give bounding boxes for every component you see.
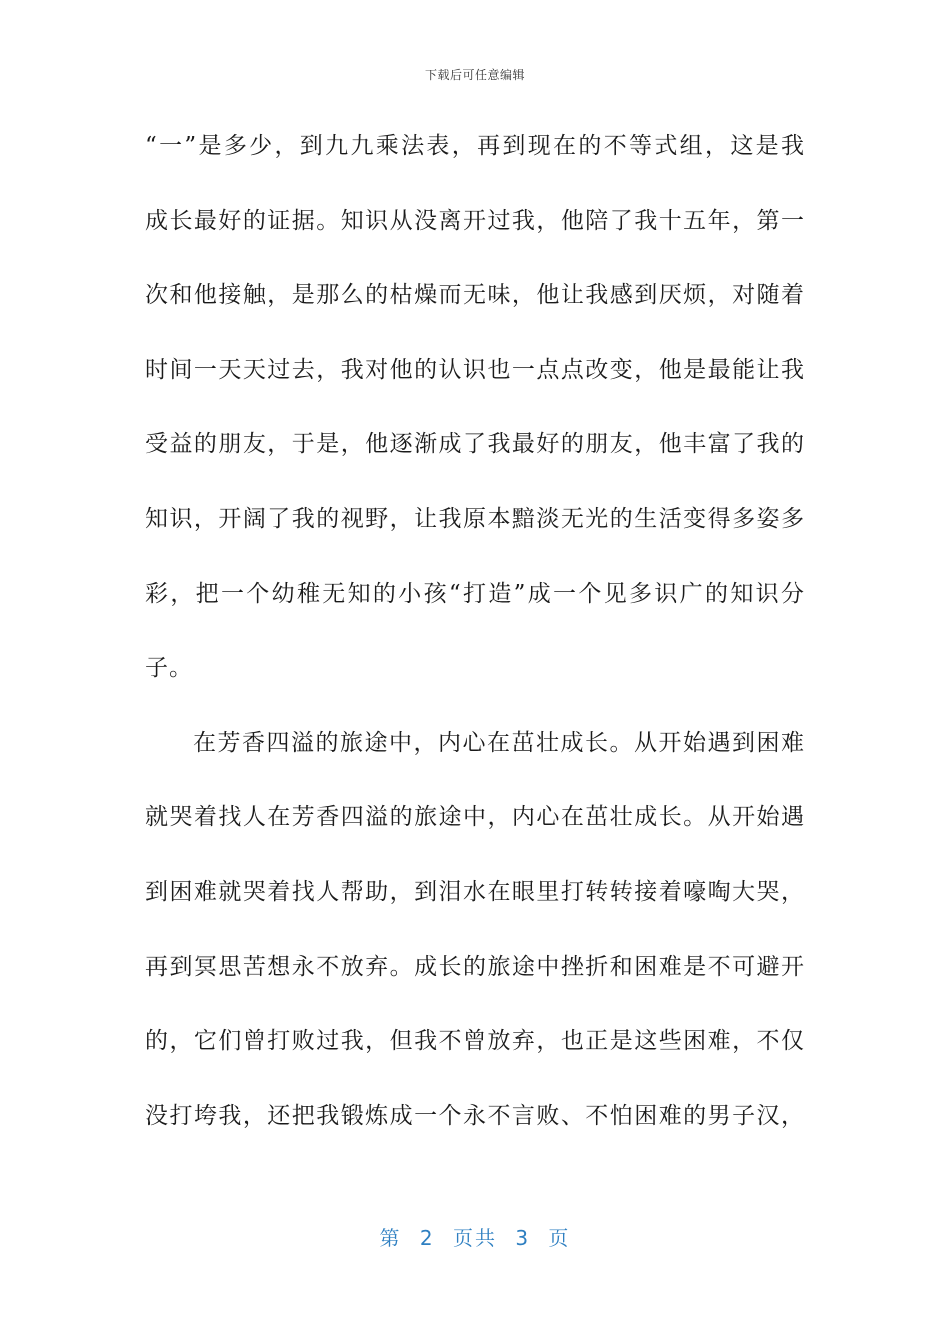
text-line: 到困难就哭着找人帮助，到泪水在眼里打转转接着嚎啕大哭， [145,878,805,905]
text-line: 次和他接触，是那么的枯燥而无味，他让我感到厌烦，对随着 [145,282,805,309]
text-line: 的，它们曾打败过我，但我不曾放弃，也正是这些困难，不仅 [145,1028,805,1055]
text-line: 时间一天天过去，我对他的认识也一点点改变，他是最能让我 [145,356,805,383]
text-line: “一”是多少，到九九乘法表，再到现在的不等式组，这是我 [145,133,805,159]
text-line: 没打垮我，还把我锻炼成一个永不言败、不怕困难的男子汉， [145,1102,805,1129]
paragraph-1 [145,118,805,715]
document-body [145,118,805,1162]
page-number: 第 2 页共 3 页 [379,1226,571,1250]
text-line: 彩，把一个幼稚无知的小孩“打造”成一个见多识广的知识分 [145,580,805,607]
text-line: 子。 [145,655,193,682]
text-line: 在芳香四溢的旅途中，内心在茁壮成长。从开始遇到困难 [193,729,805,756]
text-line: 知识，开阔了我的视野，让我原本黯淡无光的生活变得多姿多 [145,505,805,532]
page-header-note: 下载后可任意编辑 [424,68,525,82]
text-line: 再到冥思苦想永不放弃。成长的旅途中挫折和困难是不可避开 [145,953,805,980]
text-line: 成长最好的证据。知识从没离开过我，他陪了我十五年，第一 [145,207,805,234]
text-line: 就哭着找人在芳香四溢的旅途中，内心在茁壮成长。从开始遇 [145,804,805,831]
paragraph-2 [145,715,805,1163]
text-line: 受益的朋友，于是，他逐渐成了我最好的朋友，他丰富了我的 [145,431,805,458]
